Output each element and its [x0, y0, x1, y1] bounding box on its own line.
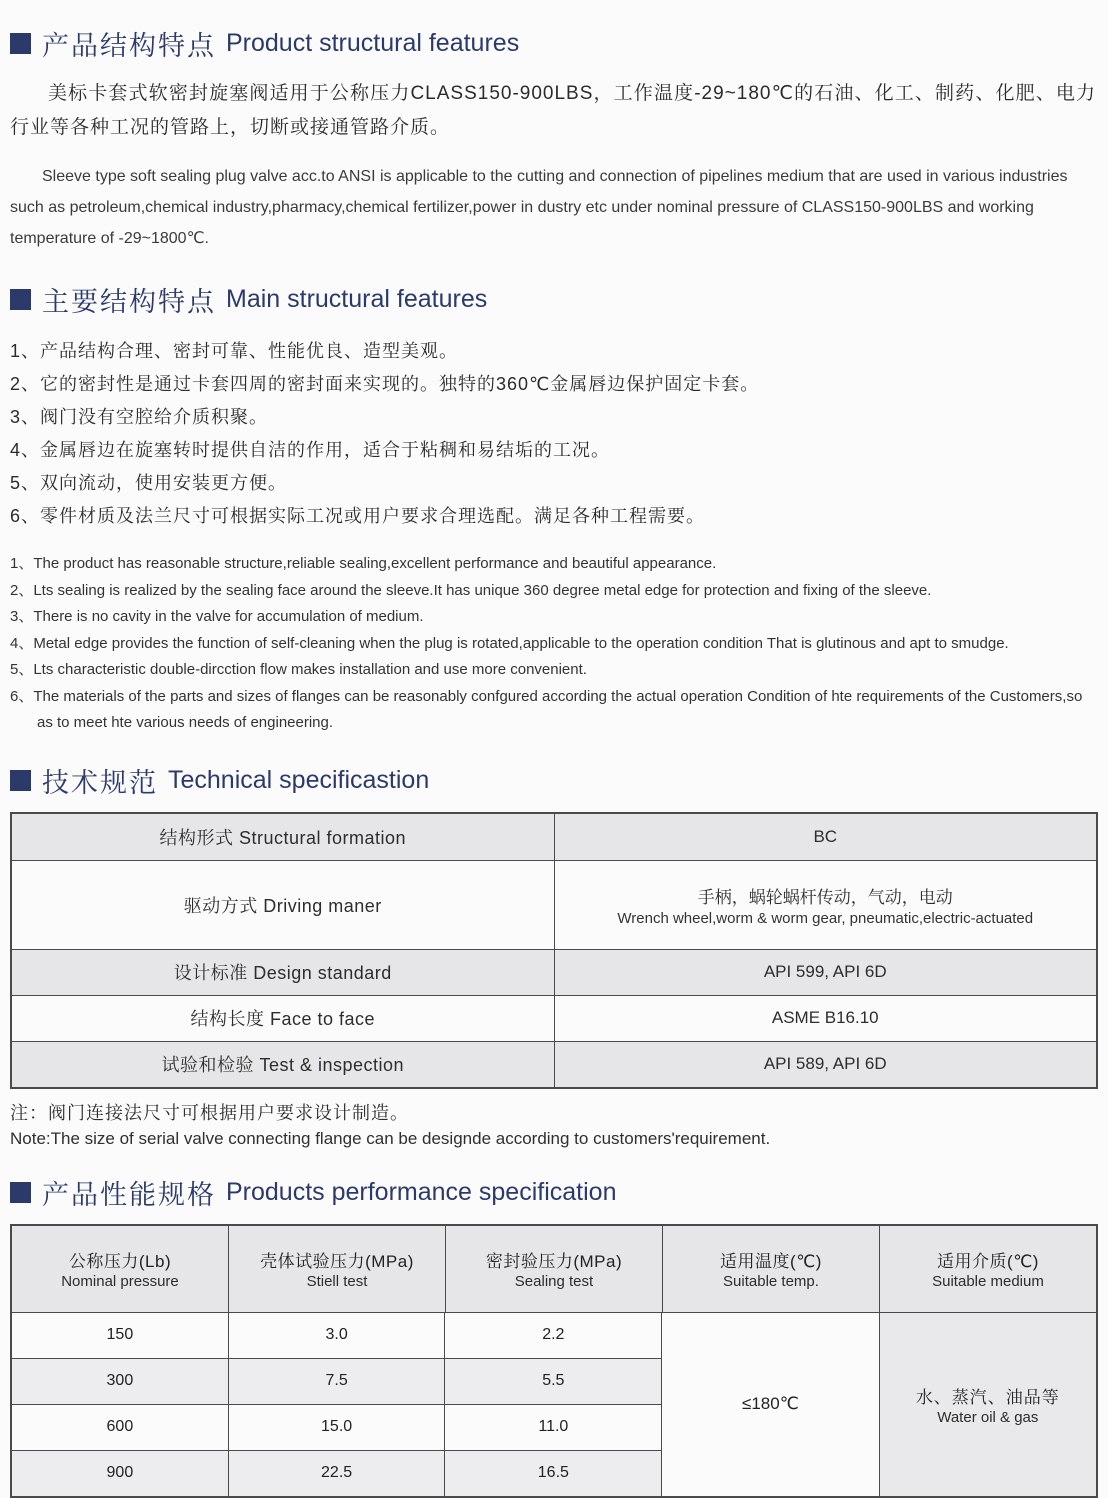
heading-en: Technical specificastion [168, 765, 430, 794]
feature-item-en: 2、Lts sealing is realized by the sealing face around the sleeve.It has unique 360 degree metal edge for protection and fixing of the sleeve. [10, 581, 932, 599]
section-bullet-icon [10, 770, 31, 791]
cell-shell-test: 22.5 [228, 1451, 445, 1496]
header-en: Suitable temp. [723, 1273, 819, 1290]
spec-row-design-standard [12, 949, 1096, 995]
performance-table-body [12, 1312, 1096, 1496]
cell-shell-test: 3.0 [228, 1313, 445, 1358]
note-en: Note:The size of serial valve connecting flange can be designde according to customers'requirement. [10, 1128, 771, 1148]
spec-value [554, 861, 1097, 949]
header-zh: 公称压力(Lb) [68, 1252, 172, 1271]
feature-list-en [10, 551, 1098, 737]
feature-item-zh: 2、它的密封性是通过卡套四周的密封面来实现的。独特的360℃金属唇边保护固定卡套。 [10, 374, 760, 394]
spec-row-face-to-face [12, 995, 1096, 1041]
spec-value: API 599, API 6D [554, 950, 1097, 995]
section-bullet-icon [10, 289, 31, 310]
spec-row-test-inspection [12, 1041, 1096, 1087]
cell-sealing-test: 16.5 [444, 1451, 661, 1496]
spec-label: 结构形式 Structural formation [159, 827, 407, 848]
medium-en: Water oil & gas [937, 1408, 1039, 1426]
heading-en: Main structural features [226, 285, 488, 313]
cell-sealing-test: 5.5 [444, 1359, 661, 1404]
section-heading-product-features [10, 24, 1098, 63]
spec-label: 驱动方式 Driving maner [183, 895, 382, 916]
feature-item-en: 4、Metal edge provides the function of self-cleaning when the plug is rotated,applicable to the operation condition That is glutinous and apt to smudge. [10, 634, 1009, 652]
table-note [10, 1101, 1098, 1151]
table-row-300 [12, 1358, 661, 1404]
spec-row-driving-manner [12, 860, 1096, 949]
feature-item-zh: 3、阀门没有空腔给介质积聚。 [10, 407, 269, 427]
header-nominal-pressure [12, 1226, 228, 1312]
header-en: Stiell test [306, 1273, 368, 1290]
header-en: Sealing test [514, 1273, 594, 1290]
feature-item-en: 1、The product has reasonable structure,reliable sealing,excellent performance and beautiful appearance. [10, 555, 717, 572]
cell-pressure: 600 [106, 1418, 134, 1435]
table-row-900 [12, 1450, 661, 1496]
feature-item-en: 3、There is no cavity in the valve for accumulation of medium. [10, 608, 424, 625]
medium-zh: 水、蒸汽、油品等 [915, 1387, 1060, 1407]
table-row-600 [12, 1404, 661, 1450]
table-row-150 [12, 1313, 661, 1358]
section-bullet-icon [10, 33, 31, 54]
spec-label: 结构长度 Face to face [190, 1009, 376, 1029]
header-sealing-test [445, 1226, 662, 1312]
heading-en: Products performance specification [226, 1177, 617, 1206]
feature-item-en: 6、The materials of the parts and sizes of flanges can be reasonably confgured according the actual operation Condition of hte requirements of the Customers,so as to meet hte various needs of engineering. [10, 687, 1083, 731]
spec-label: 试验和检验 Test & inspection [161, 1055, 405, 1075]
spec-value-en: Wrench wheel,worm & worm gear, pneumatic,electric-actuated [617, 909, 1034, 927]
note-zh: 注：阀门连接法尺寸可根据用户要求设计制造。 [10, 1102, 409, 1123]
spec-label: 设计标准 Design standard [173, 963, 392, 983]
section-bullet-icon [10, 1182, 31, 1203]
cell-shell-test: 15.0 [228, 1405, 445, 1450]
heading-zh: 产品结构特点 [42, 31, 216, 61]
spec-value: BC [554, 814, 1097, 860]
spec-value-zh: 手柄，蜗轮蜗杆传动，气动，电动 [697, 887, 953, 907]
spec-value: ASME B16.10 [554, 996, 1097, 1041]
heading-zh: 技术规范 [42, 767, 158, 798]
header-zh: 适用温度(℃) [720, 1252, 822, 1271]
heading-zh: 产品性能规格 [42, 1179, 216, 1210]
cell-pressure: 900 [106, 1464, 134, 1481]
cell-pressure: 300 [106, 1372, 134, 1389]
performance-table [10, 1224, 1098, 1498]
cell-sealing-test: 2.2 [444, 1313, 661, 1358]
heading-zh: 主要结构特点 [42, 287, 216, 317]
spec-row-structural-formation [12, 814, 1096, 860]
merged-cell-suitable-temp: ≤180℃ [661, 1313, 878, 1496]
intro-paragraph-zh: 美标卡套式软密封旋塞阀适用于公称压力CLASS150-900LBS，工作温度-29~180℃的石油、化工、制药、化肥、电力行业等各种工况的管路上，切断或接通管路介质。 [10, 83, 1096, 138]
header-zh: 适用介质(℃) [937, 1252, 1039, 1271]
section-heading-performance [10, 1173, 1098, 1212]
section-heading-main-features [10, 280, 1098, 319]
performance-table-header [12, 1226, 1096, 1312]
feature-list-zh [10, 335, 1098, 533]
heading-en: Product structural features [226, 29, 520, 57]
technical-spec-table [10, 812, 1098, 1089]
cell-pressure: 150 [106, 1326, 134, 1343]
header-en: Nominal pressure [61, 1273, 179, 1290]
header-shell-test [228, 1226, 445, 1312]
header-zh: 密封验压力(MPa) [485, 1252, 623, 1271]
header-suitable-temp [662, 1226, 879, 1312]
spec-value: API 589, API 6D [554, 1042, 1097, 1087]
cell-shell-test: 7.5 [228, 1359, 445, 1404]
intro-paragraph-en: Sleeve type soft sealing plug valve acc.to ANSI is applicable to the cutting and connection of pipelines medium that are used in various industries such as petroleum,chemical industry,pharmacy,chemical fertilizer,power in dustry etc under nominal pressure of CLASS150-900LBS and working temperature of -29~1800℃. [10, 168, 1068, 247]
pressure-rows [12, 1313, 661, 1496]
header-suitable-medium [879, 1226, 1096, 1312]
header-zh: 壳体试验压力(MPa) [260, 1252, 414, 1271]
feature-item-zh: 5、双向流动，使用安装更方便。 [10, 473, 288, 493]
header-en: Suitable medium [932, 1273, 1044, 1290]
feature-item-zh: 6、零件材质及法兰尺寸可根据实际工况或用户要求合理选配。满足各种工程需要。 [10, 506, 706, 526]
merged-cell-suitable-medium [879, 1313, 1096, 1496]
feature-item-en: 5、Lts characteristic double-dircction flow makes installation and use more convenient. [10, 661, 587, 678]
feature-item-zh: 4、金属唇边在旋塞转时提供自洁的作用，适合于粘稠和易结垢的工况。 [10, 440, 611, 460]
feature-item-zh: 1、产品结构合理、密封可靠、性能优良、造型美观。 [10, 341, 459, 361]
cell-sealing-test: 11.0 [444, 1405, 661, 1450]
section-heading-tech-spec [10, 761, 1098, 800]
